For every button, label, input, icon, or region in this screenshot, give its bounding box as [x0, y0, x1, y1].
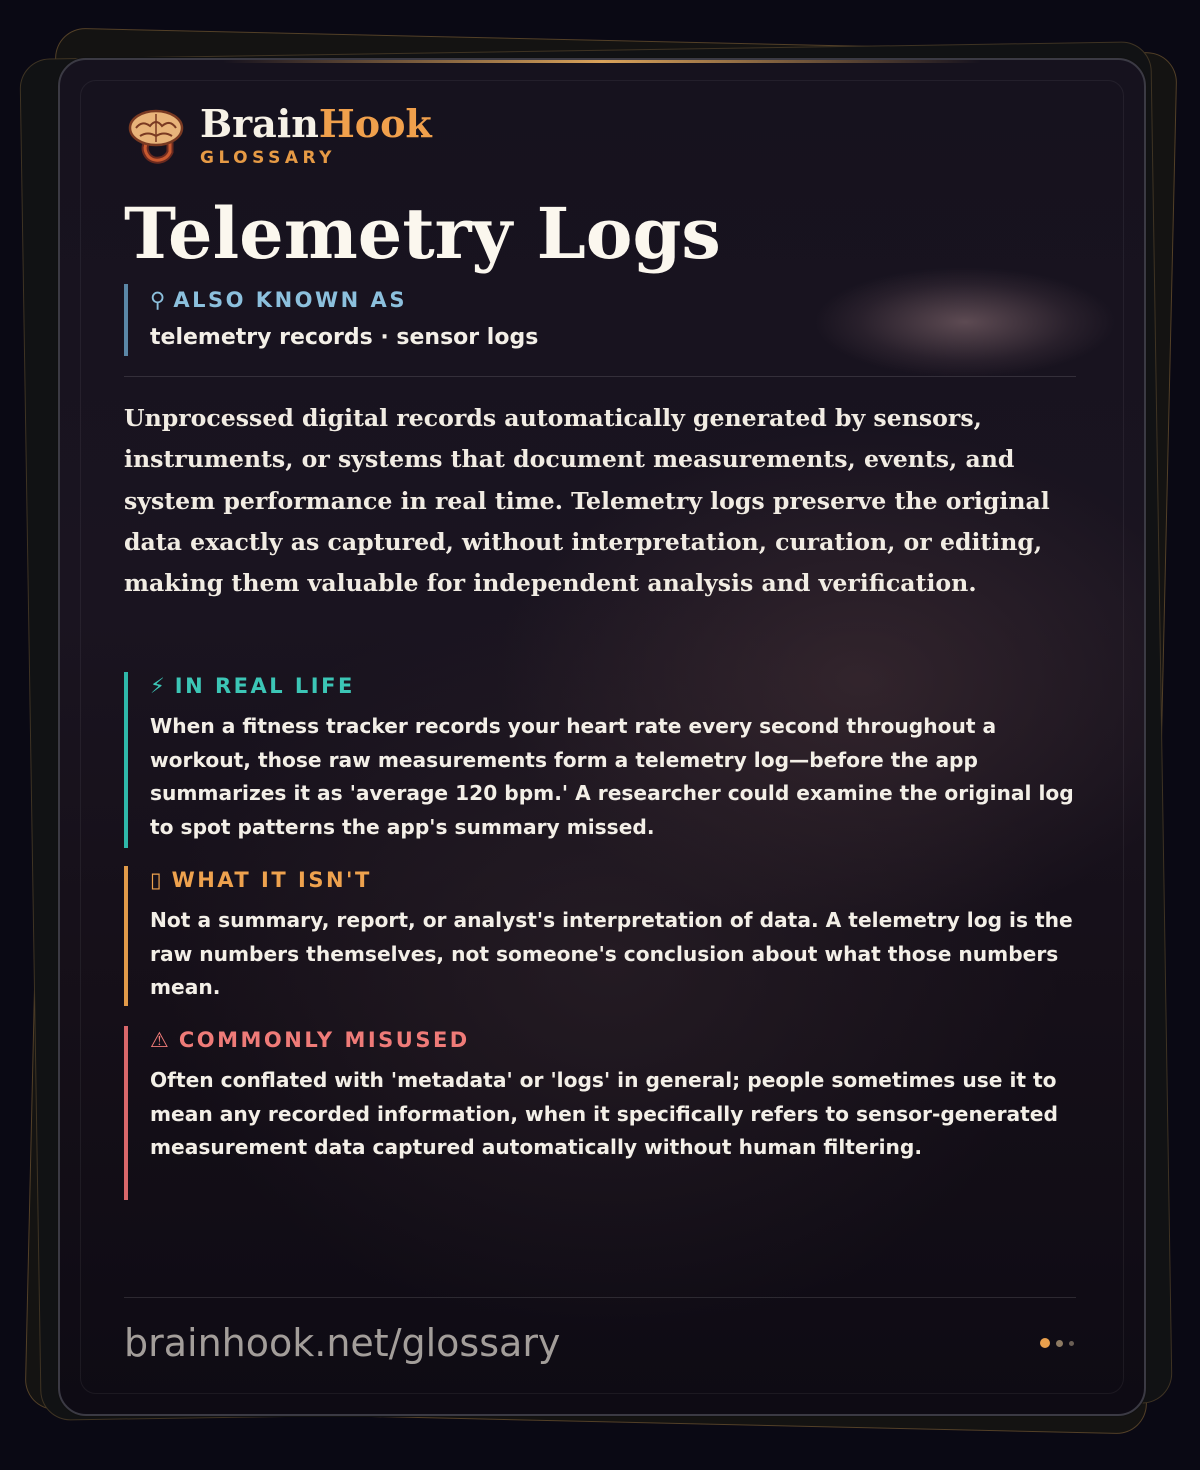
footer-url[interactable]: brainhook.net/glossary — [124, 1321, 561, 1365]
glossary-card — [58, 58, 1146, 1416]
warning-icon: ⚠ — [150, 1028, 169, 1052]
pagination-dots — [1040, 1338, 1080, 1348]
lightning-icon: ⚡ — [150, 674, 165, 698]
also-known-as-values: telemetry records · sensor logs — [150, 325, 539, 350]
pagination-dot — [1056, 1340, 1063, 1347]
commonly-misused-body: Often conflated with 'metadata' or 'logs' in general; people sometimes use it to mean any recorded information, when it specifically refers to sensor-generated measurement data captured automatically without human filtering. — [150, 1068, 1058, 1160]
in-real-life-body: When a fitness tracker records your heart rate every second throughout a workout, those raw measurements form a telemetry log—before the app summarizes it as 'average 120 bpm.' A researcher could examine the original log to spot patterns the app's summary missed. — [150, 714, 1074, 839]
what-it-isnt-body: Not a summary, report, or analyst's interpretation of data. A telemetry log is the raw numbers themselves, not someone's conclusion about what those numbers mean. — [150, 908, 1073, 1000]
brand-header — [126, 101, 432, 168]
pagination-dot-active — [1040, 1338, 1050, 1348]
term-title: Telemetry Logs — [124, 192, 721, 275]
also-known-as-heading: ⚲ ALSO KNOWN AS — [150, 288, 407, 312]
footer-divider — [124, 1297, 1076, 1298]
brand-name: BrainHook — [200, 101, 432, 146]
divider — [124, 376, 1076, 377]
missing-glyph-icon: ▯ — [150, 868, 162, 892]
commonly-misused-heading: ⚠ COMMONLY MISUSED — [150, 1028, 470, 1052]
in-real-life-heading: ⚡ IN REAL LIFE — [150, 674, 355, 698]
also-known-as-block — [124, 284, 1024, 356]
brand-subtitle: GLOSSARY — [200, 148, 336, 168]
section-what-it-isnt — [124, 866, 1076, 1006]
section-in-real-life — [124, 672, 1076, 848]
brain-hook-logo-icon — [126, 106, 186, 166]
what-it-isnt-heading: ▯ WHAT IT ISN'T — [150, 868, 372, 892]
lightbulb-icon: ⚲ — [150, 288, 166, 312]
term-definition: Unprocessed digital records automatically generated by sensors, instruments, or systems that document measurements, events, and system performance in real time. Telemetry logs preserve the original data exactly as captured, without interpretation, curation, or editing, making them valuable for independent analysis and verification. — [124, 404, 1050, 598]
pagination-dot — [1069, 1341, 1074, 1346]
section-commonly-misused — [124, 1026, 1076, 1200]
